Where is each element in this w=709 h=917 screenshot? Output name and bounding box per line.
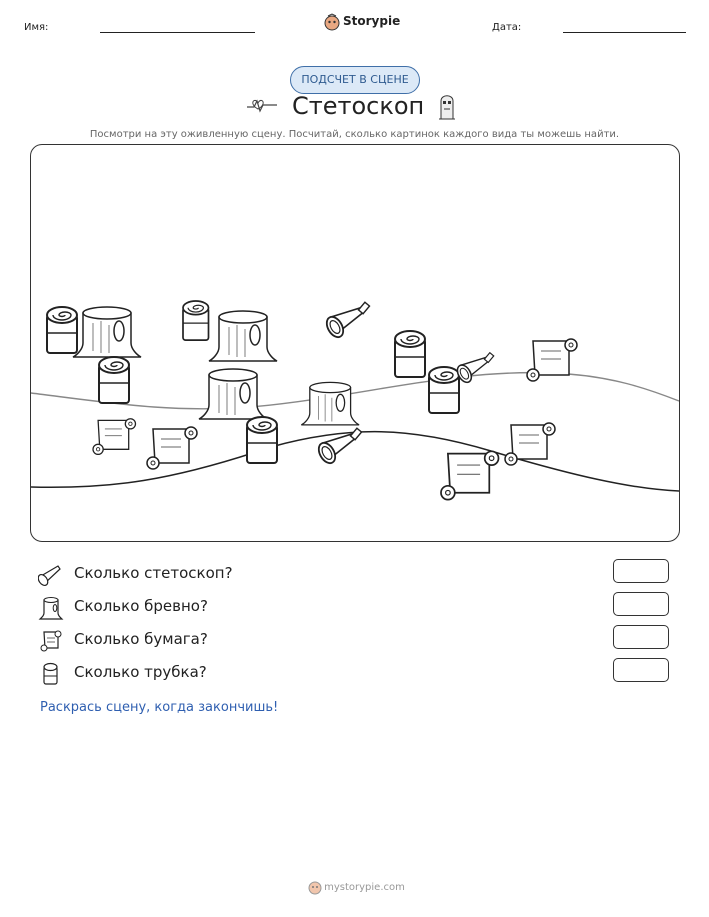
name-label: Имя: bbox=[24, 22, 49, 33]
answer-box-tube[interactable] bbox=[613, 658, 669, 682]
page-title: Стетоскоп bbox=[292, 92, 425, 120]
statue-icon bbox=[436, 91, 458, 121]
storypie-logo-icon bbox=[323, 13, 341, 31]
counting-scene[interactable] bbox=[30, 144, 680, 542]
question-tube: Сколько трубка? bbox=[74, 663, 207, 681]
stump-icon bbox=[38, 595, 64, 621]
horn-icon bbox=[38, 562, 64, 588]
question-scroll: Сколько бумага? bbox=[74, 630, 208, 648]
question-stump: Сколько бревно? bbox=[74, 597, 208, 615]
date-label: Дата: bbox=[492, 22, 522, 33]
answer-box-scroll[interactable] bbox=[613, 625, 669, 649]
brand-name: Storypie bbox=[343, 14, 401, 28]
scene-illustration bbox=[31, 145, 679, 541]
name-field[interactable] bbox=[100, 32, 255, 33]
scroll-icon bbox=[38, 628, 64, 654]
tube-icon bbox=[38, 661, 64, 687]
footer-url[interactable] bbox=[0, 882, 709, 893]
activity-badge: ПОДСЧЕТ В СЦЕНЕ bbox=[290, 66, 420, 94]
footer-url-text[interactable]: mystorypie.com bbox=[324, 882, 405, 893]
answer-box-stump[interactable] bbox=[613, 592, 669, 616]
instructions: Посмотри на эту оживленную сцену. Посчитай, сколько картинок каждого вида ты можешь найти. bbox=[89, 129, 620, 140]
color-prompt: Раскрась сцену, когда закончишь! bbox=[40, 700, 279, 715]
question-horn: Сколько стетоскоп? bbox=[74, 564, 233, 582]
date-field[interactable] bbox=[563, 32, 686, 33]
answer-box-horn[interactable] bbox=[613, 559, 669, 583]
stethoscope-heart-icon bbox=[246, 96, 278, 116]
